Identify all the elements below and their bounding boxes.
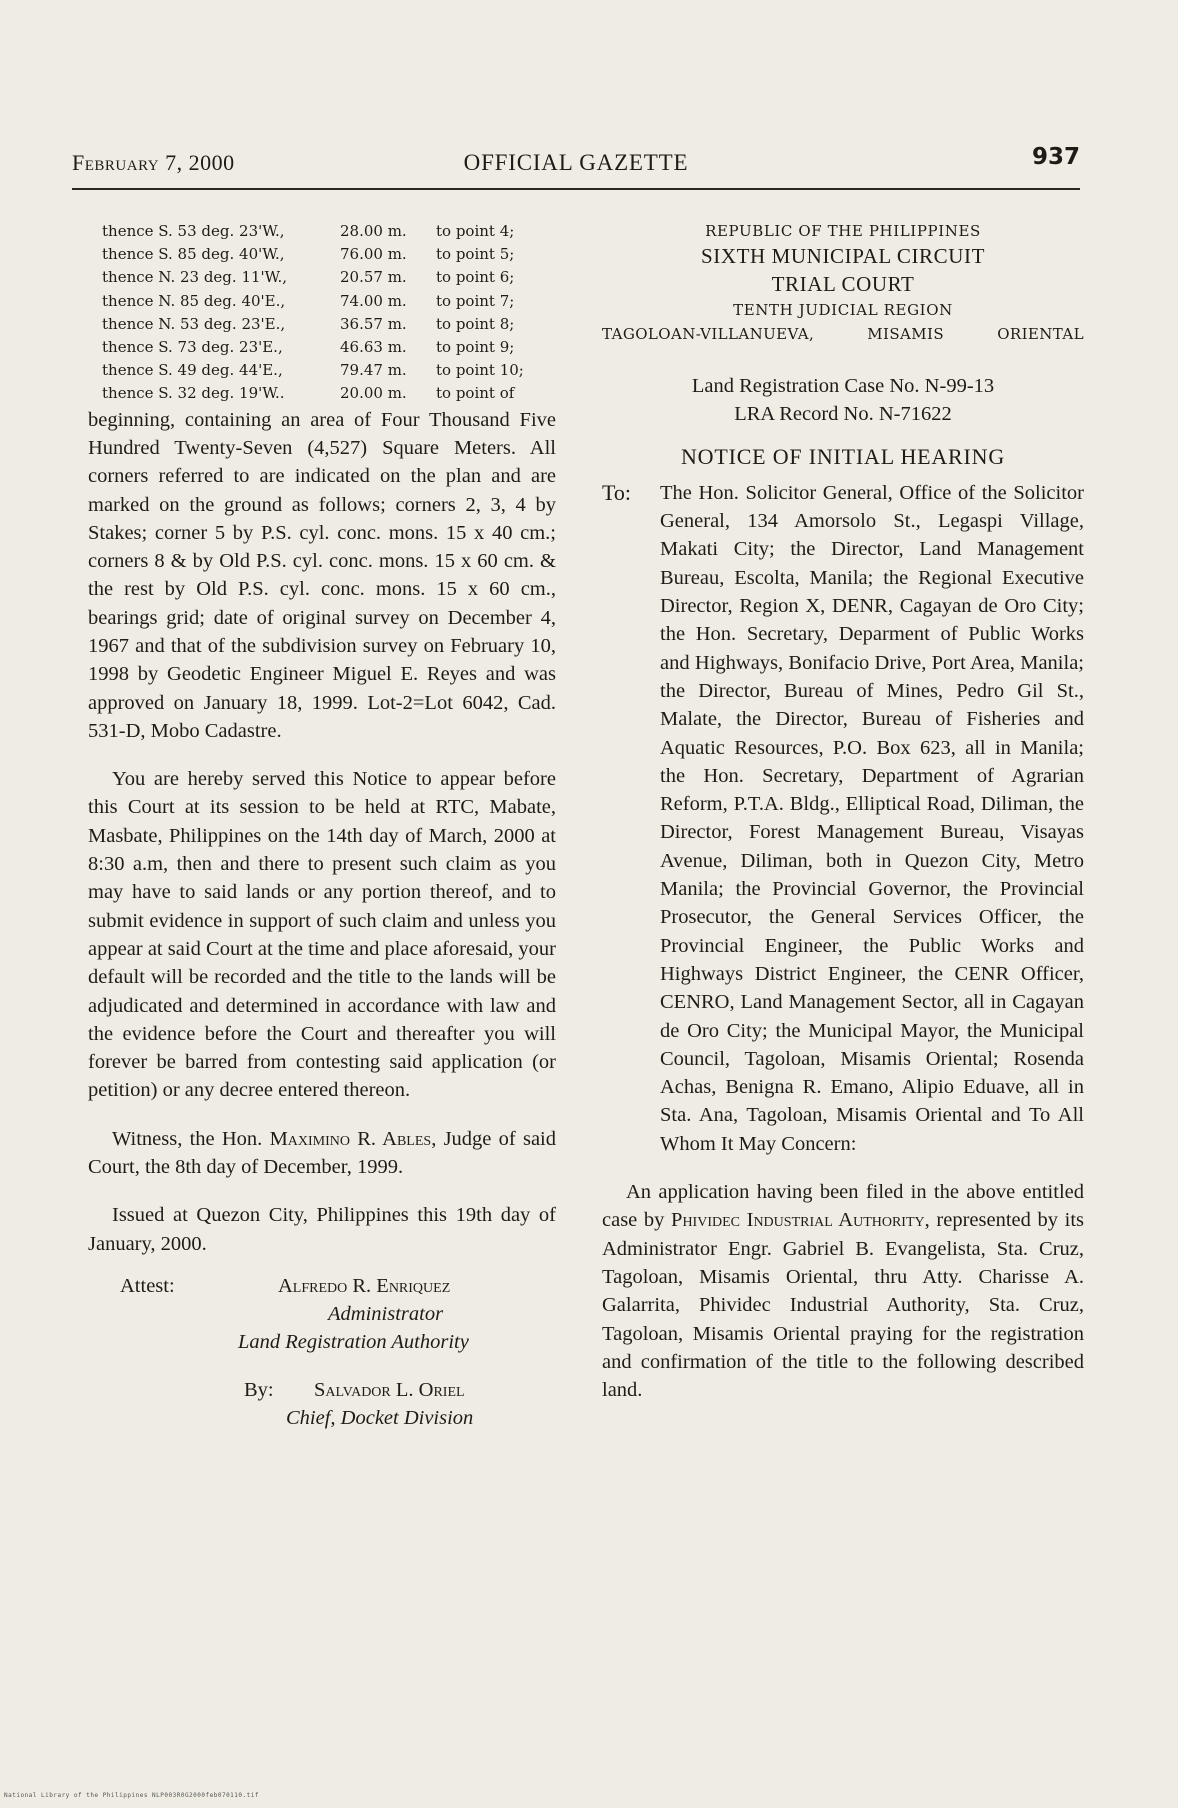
bearing-target: to point 4; <box>436 222 515 240</box>
attest-title: Administrator <box>328 1302 444 1325</box>
bearing-row <box>102 313 556 336</box>
bearing-row <box>102 382 556 405</box>
bearing-direction: thence S. 73 deg. 23'E., <box>102 338 283 357</box>
witness-paragraph <box>88 1125 556 1182</box>
publication-title: OFFICIAL GAZETTE <box>463 150 689 175</box>
court-name-line-2: TRIAL COURT <box>771 272 915 296</box>
court-location <box>602 322 1084 346</box>
attest-label: Attest: <box>120 1274 175 1297</box>
left-column <box>88 220 556 1429</box>
bearing-direction: thence S. 85 deg. 40'W., <box>102 245 285 264</box>
page-header <box>72 144 1080 186</box>
attest-signatory: Alfredo R. Enriquez <box>278 1274 451 1297</box>
location-part: TAGOLOAN-VILLANUEVA, <box>602 325 815 343</box>
land-description-paragraph: beginning, containing an area of Four Thousand Five Hundred Twenty-Seven (4,527) Square Meters. All corners referred to are indicated on the plan and are marked on the ground as follows; corners 2, 3, 4 by Stakes; corner 5 by P.S. cyl. conc. mons. 15 x 40 cm.; corners 8 & by Old P.S. cyl. conc. mons. 15 x 60 cm. & the rest by Old P.S. cyl. conc. mons. 15 x 60 cm., bearings grid; date of original survey on December 4, 1967 and that of the subdivision survey on February 10, 1998 by Geodetic Engineer Miguel E. Reyes and was approved on January 18, 1999. Lot-2=Lot 6042, Cad. 531-D, Mobo Cadastre. <box>88 408 556 742</box>
attestation-block <box>88 1272 556 1429</box>
issued-paragraph: Issued at Quezon City, Philippines this 19th day of January, 2000. <box>88 1204 556 1255</box>
witness-date: Judge of said Court, the 8th day of December, 1999. <box>88 1127 556 1179</box>
by-label: By: <box>244 1378 274 1401</box>
bearing-direction: thence S. 49 deg. 44'E., <box>102 361 283 380</box>
bearing-distance: 76.00 m. <box>340 245 407 264</box>
by-signatory: Salvador L. Oriel <box>314 1378 465 1401</box>
notice-title: NOTICE OF INITIAL HEARING <box>680 443 1006 469</box>
application-intro: An application having been filed in the above entitled case by <box>602 1181 1084 1232</box>
addressee-list: The Hon. Solicitor General, Office of the Solicitor General, 134 Amorsolo St., Legaspi Village, Makati City; the Director, Land Management Bureau, Escolta, Manila; the Regional Executive Director, Region X, DENR, Cagayan de Oro City; the Hon. Secretary, Deparment of Public Works and Highways, Bonifacio Drive, Port Area, Manila; the Director, Bureau of Mines, Pedro Gil St., Malate, the Director, Bureau of Fisheries and Aquatic Resources, P.O. Box 623, all in Manila; the Hon. Secretary, Department of Agrarian Reform, P.T.A. Bldg., Elliptical Road, Diliman, the Director, Forest Management Bureau, Visayas Avenue, Diliman, both in Quezon City, Metro Manila; the Provincial Governor, the Provincial Prosecutor, the General Services Officer, the Provincial Engineer, the Public Works and Highways District Engineer, the CENR Officer, CENRO, Land Management Sector, all in Cagayan de Oro City; the Municipal Mayor, the Municipal Council, Tagoloan, Misamis Oriental; Rosenda Achas, Benigna R. Emano, Alipio Eduave, all in Sta. Ana, Tagoloan, Misamis Oriental and To All Whom It May Concern: <box>660 481 1084 1155</box>
judge-name: Maximino R. Ables, <box>269 1127 437 1150</box>
right-column <box>602 220 1084 1404</box>
bearing-target: to point 8; <box>436 314 515 333</box>
application-paragraph <box>602 1178 1084 1404</box>
judicial-region: TENTH JUDICIAL REGION <box>733 301 953 319</box>
case-number: Land Registration Case No. N-99-13 <box>691 375 995 397</box>
bearing-direction: thence N. 85 deg. 40'E., <box>102 291 286 310</box>
bearings-list <box>102 220 556 406</box>
bearing-row <box>102 359 556 382</box>
bearing-target: to point 7; <box>436 291 515 310</box>
applicant-name: Phividec Industrial Authority, <box>671 1209 930 1232</box>
bearing-distance: 20.57 m. <box>340 268 407 287</box>
bearing-target: to point of <box>436 384 515 403</box>
bearing-distance: 28.00 m. <box>340 222 407 240</box>
addressee-block <box>602 479 1084 1158</box>
court-name-line-1: SIXTH MUNICIPAL CIRCUIT <box>700 244 986 268</box>
page-number: 937 <box>1031 144 1080 170</box>
republic-heading: REPUBLIC OF THE PHILIPPINES <box>705 222 981 240</box>
bearing-target: to point 5; <box>436 245 515 264</box>
bearing-direction: thence S. 32 deg. 19'W.. <box>102 384 285 403</box>
bearing-direction: thence N. 53 deg. 23'E., <box>102 314 286 333</box>
bearing-distance: 20.00 m. <box>340 384 407 403</box>
bearing-row <box>102 266 556 289</box>
bearing-distance: 79.47 m. <box>340 361 407 380</box>
bearing-target: to point 9; <box>436 338 515 357</box>
lra-record-number: LRA Record No. N-71622 <box>734 403 952 426</box>
bearing-distance: 74.00 m. <box>340 291 407 310</box>
by-title: Chief, Docket Division <box>286 1406 474 1429</box>
bearing-row <box>102 336 556 359</box>
scan-footer: National Library of the Philippines NLP003R0G2000feb070110.tif <box>4 1792 259 1799</box>
to-label: To: <box>602 479 632 505</box>
witness-intro: Witness, the Hon. <box>112 1127 263 1150</box>
bearing-direction: thence S. 53 deg. 23'W., <box>102 222 285 240</box>
bearing-row <box>102 290 556 313</box>
location-part: MISAMIS <box>867 325 945 343</box>
location-part: ORIENTAL <box>997 325 1084 343</box>
bearing-row <box>102 220 556 243</box>
bearing-row <box>102 243 556 266</box>
notice-paragraph: You are hereby served this Notice to appear before this Court at its session to be held at RTC, Mabate, Masbate, Philippines on the 14th day of March, 2000 at 8:30 a.m, then and there to present such claim as you may have to said lands or any portion thereof, and to submit evidence in support of such claim and unless you appear at said Court at the time and place aforesaid, your default will be recorded and the title to the lands will be adjudicated and determined in accordance with law and the evidence before the Court and thereafter you will forever be barred from contesting said application (or petition) or any decree entered thereon. <box>88 768 556 1102</box>
bearing-distance: 36.57 m. <box>340 314 407 333</box>
bearing-direction: thence N. 23 deg. 11'W., <box>102 268 287 287</box>
header-rule <box>72 188 1080 190</box>
bearing-target: to point 10; <box>436 361 524 380</box>
bearing-target: to point 6; <box>436 268 515 287</box>
attest-agency: Land Registration Authority <box>238 1330 469 1353</box>
bearing-distance: 46.63 m. <box>340 338 407 357</box>
application-details: represented by its Administrator Engr. Gabriel B. Evangelista, Sta. Cruz, Tagoloan, Misamis Oriental, thru Atty. Charisse A. Galarrita, Phividec Industrial Authority, Sta. Cruz, Tagoloan, Misamis Oriental praying for the registration and confirmation of the title to the following described land. <box>602 1209 1085 1402</box>
issue-date: February 7, 2000 <box>72 150 235 175</box>
